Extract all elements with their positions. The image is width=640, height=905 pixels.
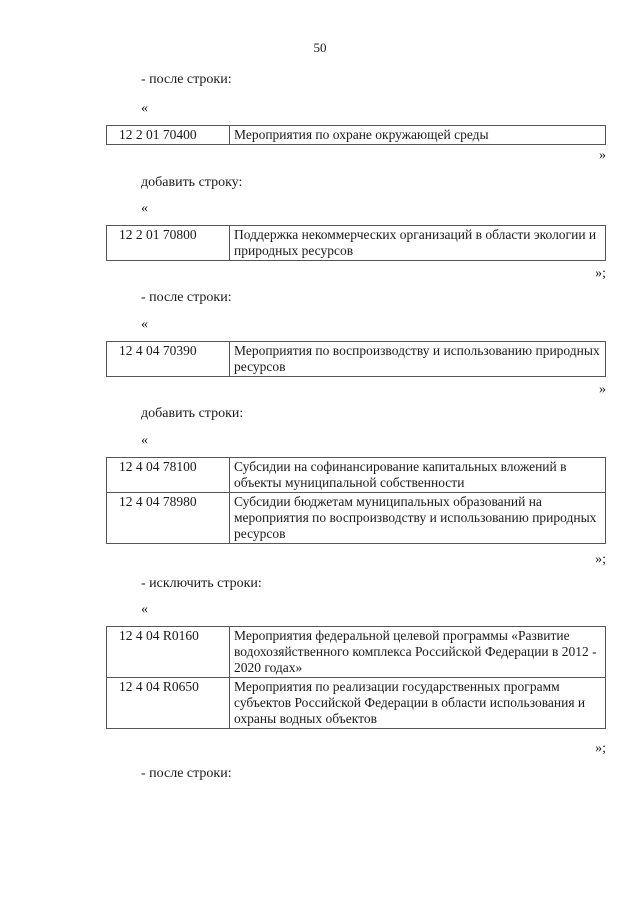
- code-table: [106, 225, 606, 261]
- code-description: Поддержка некоммерческих организаций в области экологии и природных ресурсов: [230, 226, 606, 261]
- instruction-text: - после строки:: [141, 766, 232, 781]
- table-row: [107, 678, 606, 729]
- close-quote: »;: [595, 266, 606, 281]
- instruction-text: добавить строки:: [141, 406, 244, 421]
- budget-code: 12 4 04 R0650: [107, 678, 230, 729]
- budget-code: 12 2 01 70800: [107, 226, 230, 261]
- table-row: [107, 226, 606, 261]
- code-description: Мероприятия по реализации государственных программ субъектов Российской Федерации в области использования и охраны водных объектов: [230, 678, 606, 729]
- code-table: [106, 341, 606, 377]
- instruction-text: - после строки:: [141, 72, 232, 87]
- close-quote: »: [599, 148, 606, 163]
- budget-code: 12 2 01 70400: [107, 126, 230, 145]
- instruction-text: - после строки:: [141, 290, 232, 305]
- page-number: 50: [313, 40, 327, 55]
- table-row: [107, 493, 606, 544]
- open-quote: «: [141, 433, 148, 448]
- budget-code: 12 4 04 78100: [107, 458, 230, 493]
- table-row: [107, 126, 606, 145]
- code-table: [106, 457, 606, 544]
- table-row: [107, 342, 606, 377]
- code-description: Субсидии бюджетам муниципальных образований на мероприятия по воспроизводству и использованию природных ресурсов: [230, 493, 606, 544]
- close-quote: »;: [595, 741, 606, 756]
- instruction-text: - исключить строки:: [141, 576, 262, 591]
- table-row: [107, 458, 606, 493]
- close-quote: »: [599, 382, 606, 397]
- open-quote: «: [141, 101, 148, 116]
- budget-code: 12 4 04 70390: [107, 342, 230, 377]
- open-quote: «: [141, 602, 148, 617]
- open-quote: «: [141, 201, 148, 216]
- code-description: Мероприятия по воспроизводству и использованию природных ресурсов: [230, 342, 606, 377]
- budget-code: 12 4 04 78980: [107, 493, 230, 544]
- table-row: [107, 627, 606, 678]
- budget-code: 12 4 04 R0160: [107, 627, 230, 678]
- open-quote: «: [141, 317, 148, 332]
- code-description: Субсидии на софинансирование капитальных вложений в объекты муниципальной собственности: [230, 458, 606, 493]
- close-quote: »;: [595, 552, 606, 567]
- code-table: [106, 626, 606, 729]
- code-table: [106, 125, 606, 145]
- instruction-text: добавить строку:: [141, 175, 243, 190]
- code-description: Мероприятия по охране окружающей среды: [230, 126, 606, 145]
- code-description: Мероприятия федеральной целевой программы «Развитие водохозяйственного комплекса Российской Федерации в 2012 - 2020 годах»: [230, 627, 606, 678]
